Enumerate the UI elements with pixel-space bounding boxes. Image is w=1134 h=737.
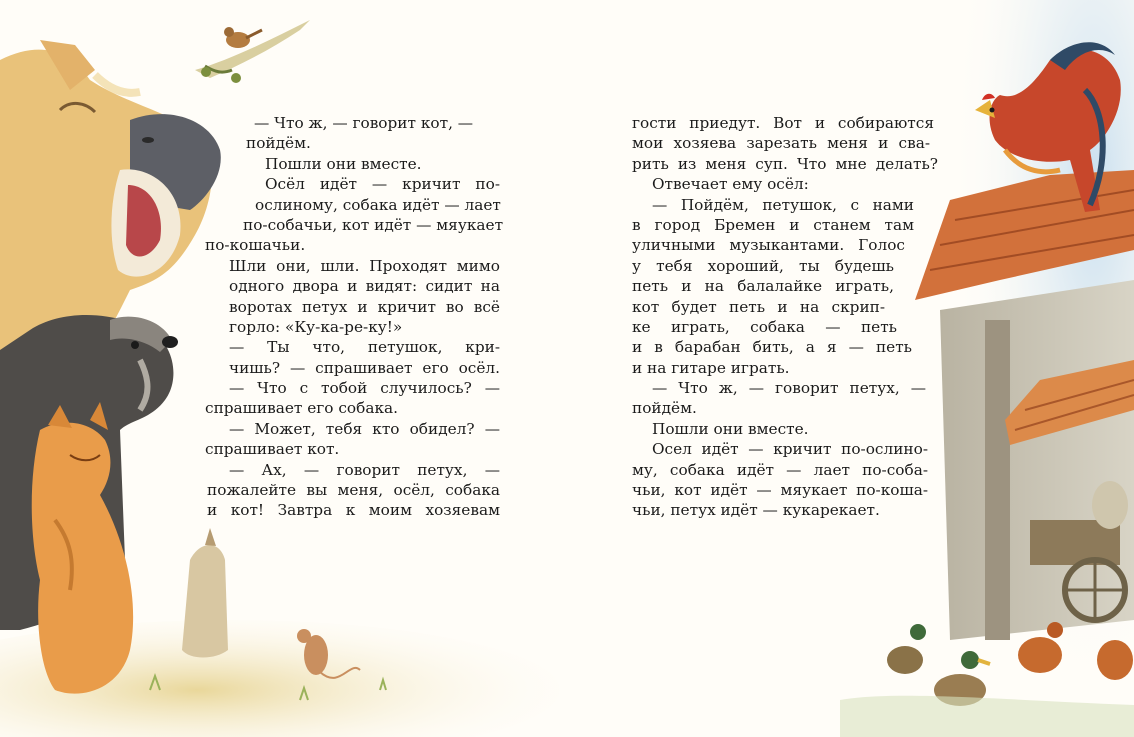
- text-line: кот будет петь и на скрип-: [632, 297, 885, 316]
- text-line: одного двора и видят: сидит на: [229, 277, 500, 296]
- text-line: и в барабан бить, а я — петь: [632, 338, 912, 357]
- text-line: чьи, петух идёт — кукарекает.: [632, 501, 880, 520]
- text-line: по-кошачьи.: [205, 236, 306, 255]
- text-line: воротах петух и кричит во всё: [229, 297, 500, 316]
- text-line: горло: «Ку-ка-ре-ку!»: [229, 317, 403, 336]
- text-line: Шли они, шли. Проходят мимо: [229, 256, 500, 275]
- text-line: Пошли они вместе.: [265, 154, 422, 173]
- text-line: Осёл идёт — кричит по-: [265, 175, 500, 194]
- text-line: и кот! Завтра к моим хозяевам: [207, 501, 500, 520]
- text-line: — Ты что, петушок, кри-: [229, 338, 500, 357]
- text-line: му, собака идёт — лает по-соба-: [632, 460, 928, 479]
- text-line: — Пойдём, петушок, с нами: [652, 195, 914, 214]
- bird-on-branch: [195, 20, 310, 83]
- right-page-text: [632, 113, 938, 521]
- text-line: гости приедут. Вот и собираются: [632, 114, 934, 132]
- text-line: ке играть, собака — петь: [632, 317, 897, 336]
- gate-post: [985, 320, 1010, 640]
- text-line: уличными музыкантами. Голос: [632, 236, 905, 255]
- text-line: ослиному, собака идёт — лает: [255, 195, 501, 214]
- text-line: Пошли они вместе.: [652, 419, 809, 438]
- text-line: спрашивает кот.: [205, 440, 340, 459]
- left-page-text: [0, 113, 504, 521]
- text-line: Осел идёт — кричит по-ослино-: [652, 440, 928, 459]
- text-line: спрашивает его собака.: [205, 399, 398, 418]
- text-line: пойдём.: [632, 399, 697, 418]
- text-line: рить из меня суп. Что мне делать?: [632, 154, 938, 173]
- text-line: — Ах, — говорит петух, —: [229, 460, 500, 479]
- small-animal: [182, 528, 228, 658]
- text-line: чьи, кот идёт — мяукает по-коша-: [632, 481, 928, 500]
- text-line: — Что с тобой случилось? —: [229, 379, 500, 398]
- text-line: по-собачьи, кот идёт — мяукает: [243, 215, 504, 234]
- text-line: мои хозяева зарезать меня и сва-: [632, 134, 930, 153]
- text-line: у тебя хороший, ты будешь: [632, 256, 894, 275]
- text-line: — Что ж, — говорит петух, —: [652, 379, 926, 398]
- text-line: и на гитаре играть.: [632, 358, 790, 377]
- text-line: — Может, тебя кто обидел? —: [229, 419, 500, 438]
- text-line: чишь? — спрашивает его осёл.: [229, 358, 500, 377]
- text-line: — Что ж, — говорит кот, —: [254, 114, 474, 132]
- text-line: петь и на балалайке играть,: [632, 277, 894, 296]
- text-line: в город Бремен и станем там: [632, 215, 914, 234]
- barn-wall: [940, 280, 1134, 640]
- text-line: пойдём.: [246, 134, 311, 153]
- text-line: Отвечает ему осёл:: [652, 175, 809, 194]
- text-line: пожалейте вы меня, осёл, собака: [207, 481, 500, 500]
